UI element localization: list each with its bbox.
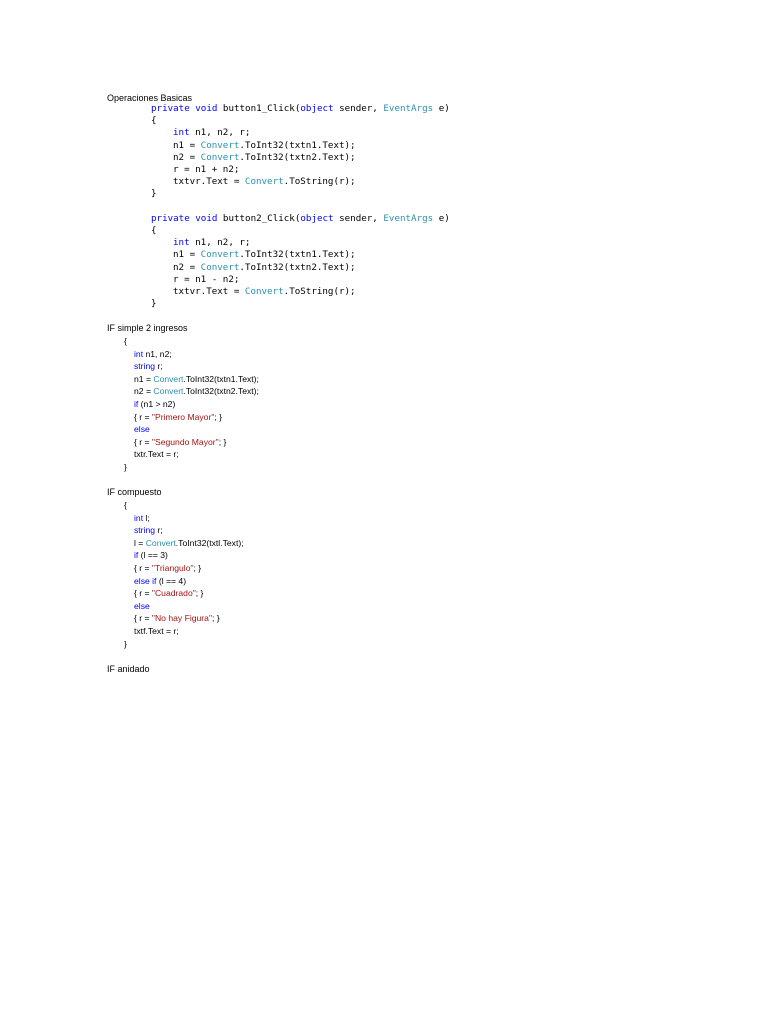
code-keyword: else if bbox=[134, 575, 157, 586]
code-keyword: else bbox=[134, 424, 150, 435]
code-line bbox=[134, 625, 179, 637]
code-string: "Cuadrado" bbox=[151, 588, 196, 599]
code-keyword: if bbox=[134, 399, 139, 409]
code-line bbox=[124, 499, 127, 511]
code-type: Convert bbox=[153, 373, 184, 384]
code-text: ; } bbox=[193, 563, 202, 573]
code-line bbox=[134, 612, 220, 624]
code-text: { bbox=[151, 115, 157, 127]
code-text: .ToInt32(txtl.Text); bbox=[175, 537, 244, 548]
code-type: EventArgs bbox=[383, 103, 434, 114]
code-text: { r = bbox=[134, 436, 152, 447]
code-line bbox=[134, 373, 259, 385]
code-line bbox=[173, 164, 239, 176]
code-type: Convert bbox=[244, 286, 284, 297]
code-text: n1 = bbox=[134, 373, 154, 384]
code-keyword: int bbox=[173, 237, 190, 249]
code-line bbox=[134, 575, 186, 587]
code-text: n1 = bbox=[173, 139, 201, 151]
code-line bbox=[134, 562, 201, 574]
code-line bbox=[151, 213, 450, 225]
code-type: Convert bbox=[200, 249, 240, 261]
code-keyword: if bbox=[134, 550, 139, 561]
code-text: txtvr.Text = bbox=[173, 176, 245, 188]
code-line bbox=[124, 461, 127, 473]
code-text: .ToInt32(txtn2.Text); bbox=[183, 386, 259, 397]
code-keyword: object bbox=[300, 212, 334, 224]
code-line bbox=[134, 411, 222, 423]
code-type: EventArgs bbox=[383, 212, 434, 224]
code-type: Convert bbox=[200, 261, 240, 273]
code-string: "Segundo Mayor" bbox=[151, 436, 219, 447]
code-text: { bbox=[124, 336, 127, 346]
code-keyword: object bbox=[300, 103, 334, 114]
code-line bbox=[173, 262, 356, 274]
code-line bbox=[134, 348, 172, 360]
code-keyword: private void bbox=[151, 103, 218, 114]
heading-if-anidado: IF anidado bbox=[107, 664, 150, 674]
code-type: Convert bbox=[153, 386, 184, 397]
code-text: ; } bbox=[218, 436, 227, 447]
code-string: "Triangulo" bbox=[151, 563, 194, 573]
code-text: button2_Click( bbox=[217, 212, 301, 224]
code-text: .ToString(r); bbox=[283, 176, 356, 188]
code-line bbox=[124, 335, 127, 347]
code-line bbox=[173, 176, 356, 188]
code-text: .ToInt32(txtn2.Text); bbox=[239, 261, 356, 273]
code-text: ; } bbox=[212, 613, 220, 624]
code-text: sender, bbox=[333, 212, 384, 224]
code-line bbox=[134, 360, 163, 372]
code-text: l = bbox=[134, 537, 146, 548]
code-text: sender, bbox=[333, 103, 384, 114]
code-text: ; } bbox=[214, 411, 223, 422]
code-type: Convert bbox=[200, 139, 240, 151]
code-line bbox=[173, 127, 250, 139]
code-keyword: else bbox=[134, 600, 150, 611]
code-text: (l == 3) bbox=[138, 550, 168, 561]
code-keyword: string bbox=[134, 525, 156, 536]
code-keyword: private void bbox=[151, 212, 218, 224]
code-line bbox=[173, 152, 356, 164]
code-line bbox=[134, 423, 150, 435]
code-text: { r = bbox=[134, 588, 152, 599]
code-text: n1, n2, r; bbox=[189, 237, 251, 249]
code-text: r = n1 + n2; bbox=[173, 164, 240, 175]
code-line bbox=[173, 249, 356, 261]
code-text: .ToInt32(txtn2.Text); bbox=[239, 151, 356, 163]
code-line bbox=[151, 103, 450, 115]
code-text: e) bbox=[433, 103, 450, 114]
code-line bbox=[124, 638, 127, 650]
code-line bbox=[134, 398, 175, 410]
code-line bbox=[151, 188, 157, 200]
code-text: ; } bbox=[195, 588, 204, 599]
code-text: r = n1 - n2; bbox=[173, 273, 240, 285]
code-line bbox=[134, 549, 168, 561]
code-text: r; bbox=[155, 525, 163, 536]
code-line bbox=[134, 512, 150, 524]
code-text: } bbox=[124, 462, 127, 472]
code-line bbox=[173, 140, 356, 152]
code-line bbox=[151, 225, 157, 237]
code-type: Convert bbox=[200, 151, 240, 163]
code-line bbox=[134, 587, 203, 599]
code-line bbox=[134, 436, 226, 448]
heading-if-compuesto: IF compuesto bbox=[107, 487, 162, 497]
code-line bbox=[151, 298, 157, 310]
code-text: } bbox=[151, 188, 157, 200]
code-line bbox=[134, 524, 163, 536]
code-text: txtf.Text = r; bbox=[134, 626, 179, 636]
code-text: { bbox=[151, 225, 157, 236]
code-line bbox=[134, 600, 150, 612]
code-keyword: int bbox=[134, 348, 144, 359]
code-text: n2 = bbox=[173, 261, 201, 273]
code-text: } bbox=[151, 298, 157, 310]
code-type: Convert bbox=[244, 176, 284, 188]
code-text: txtvr.Text = bbox=[173, 286, 245, 297]
code-text: l; bbox=[143, 512, 150, 523]
code-text: n2 = bbox=[173, 151, 201, 163]
code-line bbox=[173, 274, 239, 286]
code-text: (n1 > n2) bbox=[138, 399, 176, 409]
code-keyword: int bbox=[173, 127, 190, 139]
code-text: (l == 4) bbox=[156, 575, 187, 586]
code-text: n2 = bbox=[134, 386, 154, 397]
code-keyword: int bbox=[134, 512, 144, 523]
code-text: r; bbox=[155, 361, 163, 372]
code-string: "Primero Mayor" bbox=[151, 411, 215, 422]
code-line bbox=[173, 286, 356, 298]
code-keyword: string bbox=[134, 361, 156, 372]
code-text: n1, n2; bbox=[143, 348, 172, 359]
code-text: { r = bbox=[134, 613, 152, 624]
code-text: } bbox=[124, 638, 127, 649]
code-text: txtr.Text = r; bbox=[134, 449, 179, 460]
code-line bbox=[134, 537, 244, 549]
code-text: n1 = bbox=[173, 249, 201, 261]
code-text: .ToInt32(txtn1.Text); bbox=[239, 139, 356, 151]
code-text: e) bbox=[433, 212, 450, 224]
code-text: n1, n2, r; bbox=[189, 127, 251, 139]
code-line bbox=[173, 237, 250, 249]
code-text: .ToInt32(txtn1.Text); bbox=[239, 249, 356, 261]
code-text: { r = bbox=[134, 563, 152, 573]
code-line bbox=[151, 115, 157, 127]
code-line bbox=[134, 385, 259, 397]
heading-if-simple: IF simple 2 ingresos bbox=[107, 323, 188, 333]
code-text: button1_Click( bbox=[217, 103, 301, 114]
code-line bbox=[134, 448, 179, 460]
code-text: { bbox=[124, 500, 127, 510]
code-text: { r = bbox=[134, 411, 152, 422]
code-string: "No hay Figura" bbox=[151, 613, 212, 624]
code-type: Convert bbox=[145, 537, 176, 548]
code-text: .ToString(r); bbox=[283, 286, 356, 297]
heading-operaciones-basicas: Operaciones Basicas bbox=[107, 93, 193, 103]
code-text: .ToInt32(txtn1.Text); bbox=[183, 373, 259, 384]
